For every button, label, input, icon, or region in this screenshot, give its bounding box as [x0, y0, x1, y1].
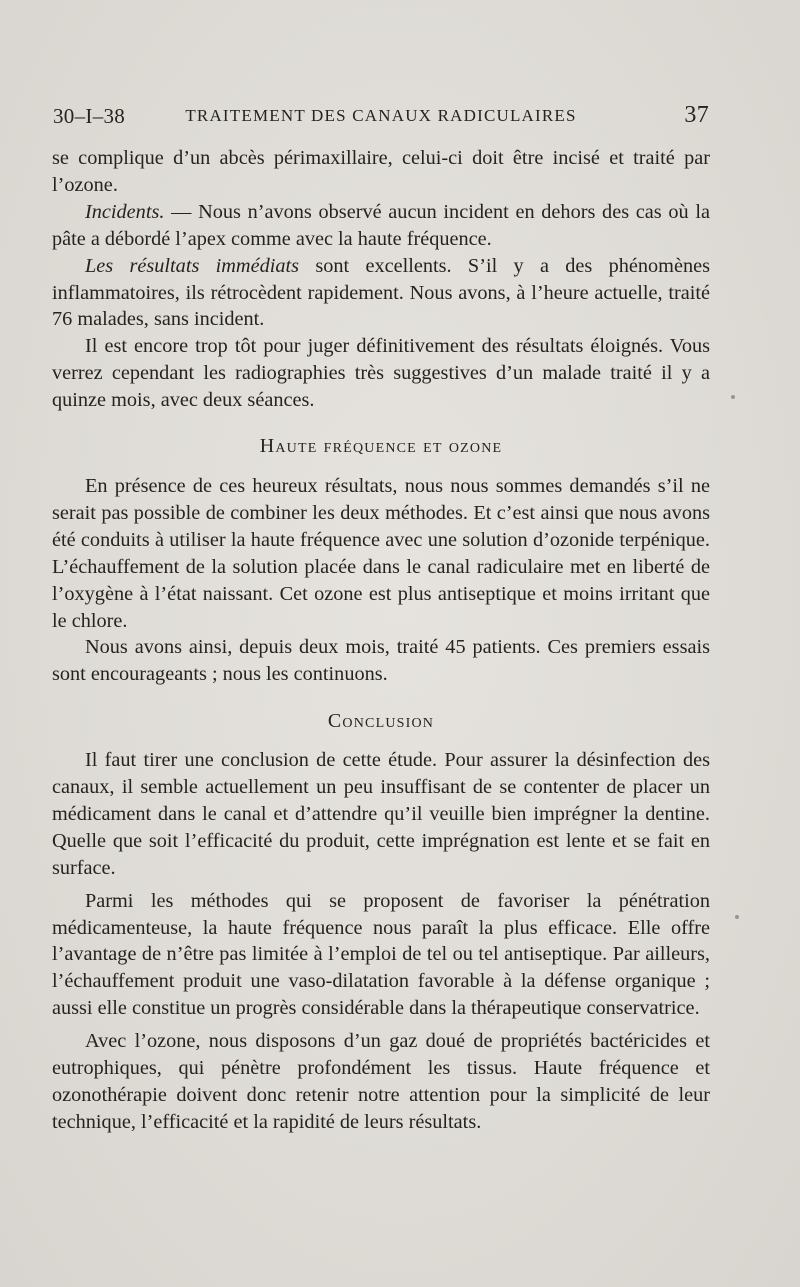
section-heading-conclusion: Conclusion — [327, 710, 435, 733]
paragraph-patients: Nous avons ainsi, depuis deux mois, traité 45 patients. Ces premiers essais sont encourageants ; nous les continuons. — [52, 636, 710, 686]
running-title: TRAITEMENT DES CANAUX RADICULAIRES — [185, 106, 577, 125]
page-number: 37 — [684, 102, 709, 128]
paragraph-conclusion: Il faut tirer une conclusion de cette étude. Pour assurer la désinfection des canaux, il semble actuellement un peu insuffisant de se contenter de placer un médicament dans le canal et d’attendre qu’il veuille bien imprégner la dentine. Quelle que soit l’efficacité du produit, cette imprégnation est lente et se fait en surface. — [52, 749, 710, 879]
page-header — [53, 100, 709, 130]
paper-speck — [731, 395, 735, 399]
paragraph-combination: En présence de ces heureux résultats, nous nous sommes demandés s’il ne serait pas possible de combiner les deux méthodes. Et c’est ainsi que nous avons été conduits à utiliser la haute fréquence avec une solution d’ozonide terpénique. L’échauffement de la solution placée dans le canal radiculaire met en liberté de l’oxygène à l’état naissant. Cet ozone est plus antiseptique et moins irritant que le chlore. — [52, 474, 710, 632]
section-heading-high-frequency-ozone: Haute fréquence et ozone — [259, 435, 503, 458]
immediate-results-label: Les résultats immédiats — [85, 254, 300, 277]
paper-speck — [735, 915, 739, 919]
immediate-results-text: sont excellents. S’il y a des phénomènes inflammatoires, ils rétrocèdent rapidement. Nous avons, à l’heure actuelle, traité 76 malades, sans incident. — [52, 254, 710, 331]
paragraph-distant-results: Il est encore trop tôt pour juger définitivement des résultats éloignés. Vous verrez cependant les radiographies très suggestives d’un malade traité il y a quinze mois, avec deux séances. — [52, 335, 710, 412]
paragraph-ozone: Avec l’ozone, nous disposons d’un gaz doué de propriétés bactéricides et eutrophiques, qui pénètre profondément les tissus. Haute fréquence et ozonothérapie doivent donc retenir notre attention pour la simplicité de leur technique, l’efficacité et la rapidité de leurs résultats. — [52, 1030, 710, 1133]
paragraph-immediate-results — [52, 253, 710, 334]
paragraph-incidents — [52, 199, 710, 253]
incidents-text: — Nous n’avons observé aucun incident en dehors des cas où la pâte a débordé l’apex comme avec la haute fréquence. — [52, 200, 710, 250]
body-text — [52, 145, 710, 1136]
paragraph-methods: Parmi les méthodes qui se proposent de favoriser la pénétration médicamenteuse, la haute fréquence nous paraît la plus efficace. Elle offre l’avantage de n’être pas limitée à l’emploi de tel ou tel antiseptique. Par ailleurs, l’échauffement produit une vaso-dilatation favorable à la défense organique ; aussi elle constitue un progrès considérable dans la thérapeutique conservatrice. — [52, 889, 710, 1020]
paragraph-abscess: se complique d’un abcès périmaxillaire, celui-ci doit être incisé et traité par l’ozone. — [52, 147, 710, 196]
incidents-label: Incidents. — [85, 200, 165, 223]
header-date: 30–I–38 — [53, 104, 126, 128]
